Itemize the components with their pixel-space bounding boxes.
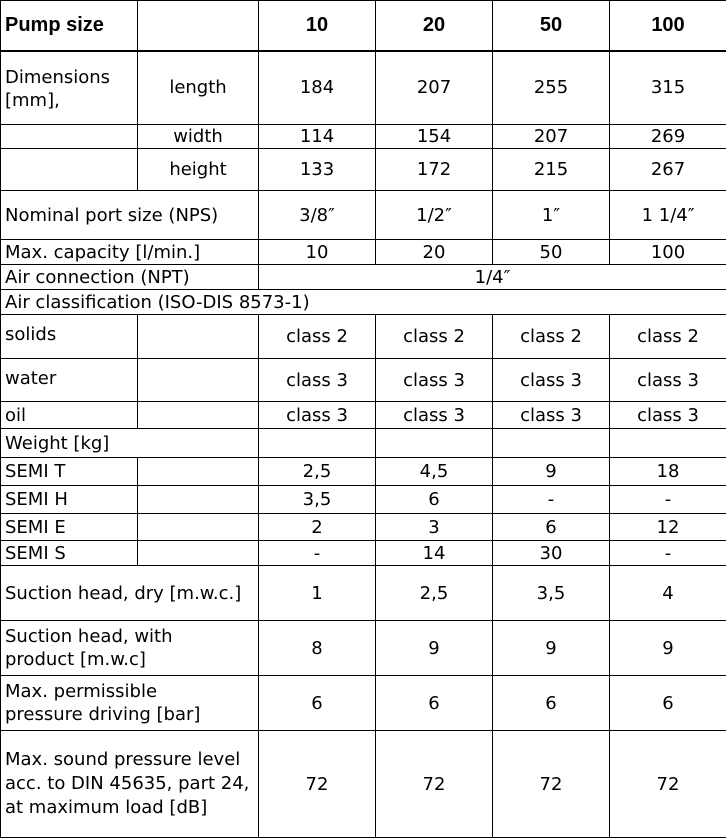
row-label: water: [1, 359, 138, 402]
empty-cell: [1, 149, 138, 191]
cell: -: [610, 541, 726, 566]
dimensions-label: Dimensions [mm],: [1, 51, 138, 125]
cell: 50: [493, 240, 610, 265]
cell: 207: [493, 125, 610, 149]
table-row: [1, 315, 726, 359]
table-row: [1, 125, 726, 149]
cell: 269: [610, 125, 726, 149]
suction-dry-text: Suction head, dry [m.w.c.]: [5, 582, 242, 604]
cell: class 3: [610, 402, 726, 429]
empty-cell: [138, 359, 259, 402]
empty-cell: [138, 458, 259, 486]
row-label: height: [138, 149, 259, 191]
cell: 9: [610, 621, 726, 676]
row-label: SEMI H: [1, 486, 138, 514]
cell: -: [259, 541, 376, 566]
cell: 4,5: [376, 458, 493, 486]
cell: 1: [259, 566, 376, 621]
table-row: [1, 458, 726, 486]
row-label: oil: [1, 402, 138, 429]
row-label: solids: [1, 315, 138, 359]
header-spacer: [138, 1, 259, 51]
cell: 6: [376, 486, 493, 514]
cell: 6: [493, 676, 610, 731]
cell: class 3: [259, 359, 376, 402]
cell: 6: [493, 514, 610, 541]
empty-cell: [259, 429, 376, 458]
empty-cell: [138, 402, 259, 429]
cell: class 3: [259, 402, 376, 429]
cell: 3,5: [493, 566, 610, 621]
table-row: [1, 240, 726, 265]
cell: 1″: [493, 191, 610, 240]
cell: class 3: [493, 402, 610, 429]
row-label: SEMI T: [1, 458, 138, 486]
suction-dry-label: [1, 566, 259, 621]
empty-cell: [493, 429, 610, 458]
cell: -: [610, 486, 726, 514]
cell: class 2: [259, 315, 376, 359]
cell: 100: [610, 240, 726, 265]
cell: 2: [259, 514, 376, 541]
max-pressure-label: [1, 676, 259, 731]
row-label: SEMI E: [1, 514, 138, 541]
cell: class 2: [610, 315, 726, 359]
cell: 9: [493, 458, 610, 486]
cell: 18: [610, 458, 726, 486]
pump-size-label: Pump size: [1, 1, 138, 51]
cell: 3: [376, 514, 493, 541]
header-row: [1, 1, 726, 51]
cell: class 3: [376, 359, 493, 402]
cell: 72: [493, 731, 610, 838]
cell: 9: [493, 621, 610, 676]
cell: 10: [259, 240, 376, 265]
cell: class 2: [493, 315, 610, 359]
cell: 2,5: [259, 458, 376, 486]
cell: 267: [610, 149, 726, 191]
empty-cell: [138, 514, 259, 541]
suction-product-label: [1, 621, 259, 676]
table-row: [1, 621, 726, 676]
cell: 1/2″: [376, 191, 493, 240]
table-row: [1, 290, 726, 315]
cell: 6: [376, 676, 493, 731]
cell: 1 1/4″: [610, 191, 726, 240]
cell: 255: [493, 51, 610, 125]
table-row: [1, 429, 726, 458]
cell: 20: [376, 240, 493, 265]
empty-cell: [138, 486, 259, 514]
cell: class 3: [493, 359, 610, 402]
sound-text: Max. sound pressure level acc. to DIN 45635, part 24, at maximum load [dB]: [5, 749, 250, 818]
table-row: [1, 486, 726, 514]
empty-cell: [376, 429, 493, 458]
air-connection-label: Air connection (NPT): [1, 265, 259, 290]
row-label: length: [138, 51, 259, 125]
table-row: [1, 514, 726, 541]
table-row: [1, 541, 726, 566]
table-row: [1, 566, 726, 621]
size-100: 100: [610, 1, 726, 51]
cell: 72: [610, 731, 726, 838]
table-row: [1, 149, 726, 191]
air-connection-value: 1/4″: [259, 265, 726, 290]
max-pressure-text: Max. permissible pressure driving [bar]: [5, 681, 201, 725]
cell: 72: [376, 731, 493, 838]
cell: 14: [376, 541, 493, 566]
table-row: [1, 191, 726, 240]
size-20: 20: [376, 1, 493, 51]
cell: class 3: [376, 402, 493, 429]
cell: 3/8″: [259, 191, 376, 240]
cell: 315: [610, 51, 726, 125]
cell: class 3: [610, 359, 726, 402]
cell: 8: [259, 621, 376, 676]
cell: 6: [259, 676, 376, 731]
empty-cell: [610, 429, 726, 458]
table-row: [1, 51, 726, 125]
cell: -: [493, 486, 610, 514]
capacity-label: Max. capacity [l/min.]: [1, 240, 259, 265]
row-label: SEMI S: [1, 541, 138, 566]
cell: 9: [376, 621, 493, 676]
empty-cell: [1, 125, 138, 149]
table-row: [1, 265, 726, 290]
row-label: width: [138, 125, 259, 149]
table-row: [1, 359, 726, 402]
cell: 12: [610, 514, 726, 541]
suction-product-text: Suction head, with product [m.w.c]: [5, 626, 173, 670]
cell: 207: [376, 51, 493, 125]
cell: 172: [376, 149, 493, 191]
cell: 6: [610, 676, 726, 731]
cell: 72: [259, 731, 376, 838]
size-50: 50: [493, 1, 610, 51]
table-row: [1, 676, 726, 731]
cell: 2,5: [376, 566, 493, 621]
cell: 114: [259, 125, 376, 149]
cell: 3,5: [259, 486, 376, 514]
cell: 154: [376, 125, 493, 149]
cell: 4: [610, 566, 726, 621]
empty-cell: [138, 315, 259, 359]
air-classification-label: Air classification (ISO-DIS 8573-1): [1, 290, 726, 315]
cell: 215: [493, 149, 610, 191]
cell: 184: [259, 51, 376, 125]
size-10: 10: [259, 1, 376, 51]
table-row: [1, 731, 726, 838]
cell: class 2: [376, 315, 493, 359]
weight-label: Weight [kg]: [1, 429, 259, 458]
sound-label: [1, 731, 259, 838]
cell: 30: [493, 541, 610, 566]
nps-label: Nominal port size (NPS): [1, 191, 259, 240]
empty-cell: [138, 541, 259, 566]
cell: 133: [259, 149, 376, 191]
table-row: [1, 402, 726, 429]
